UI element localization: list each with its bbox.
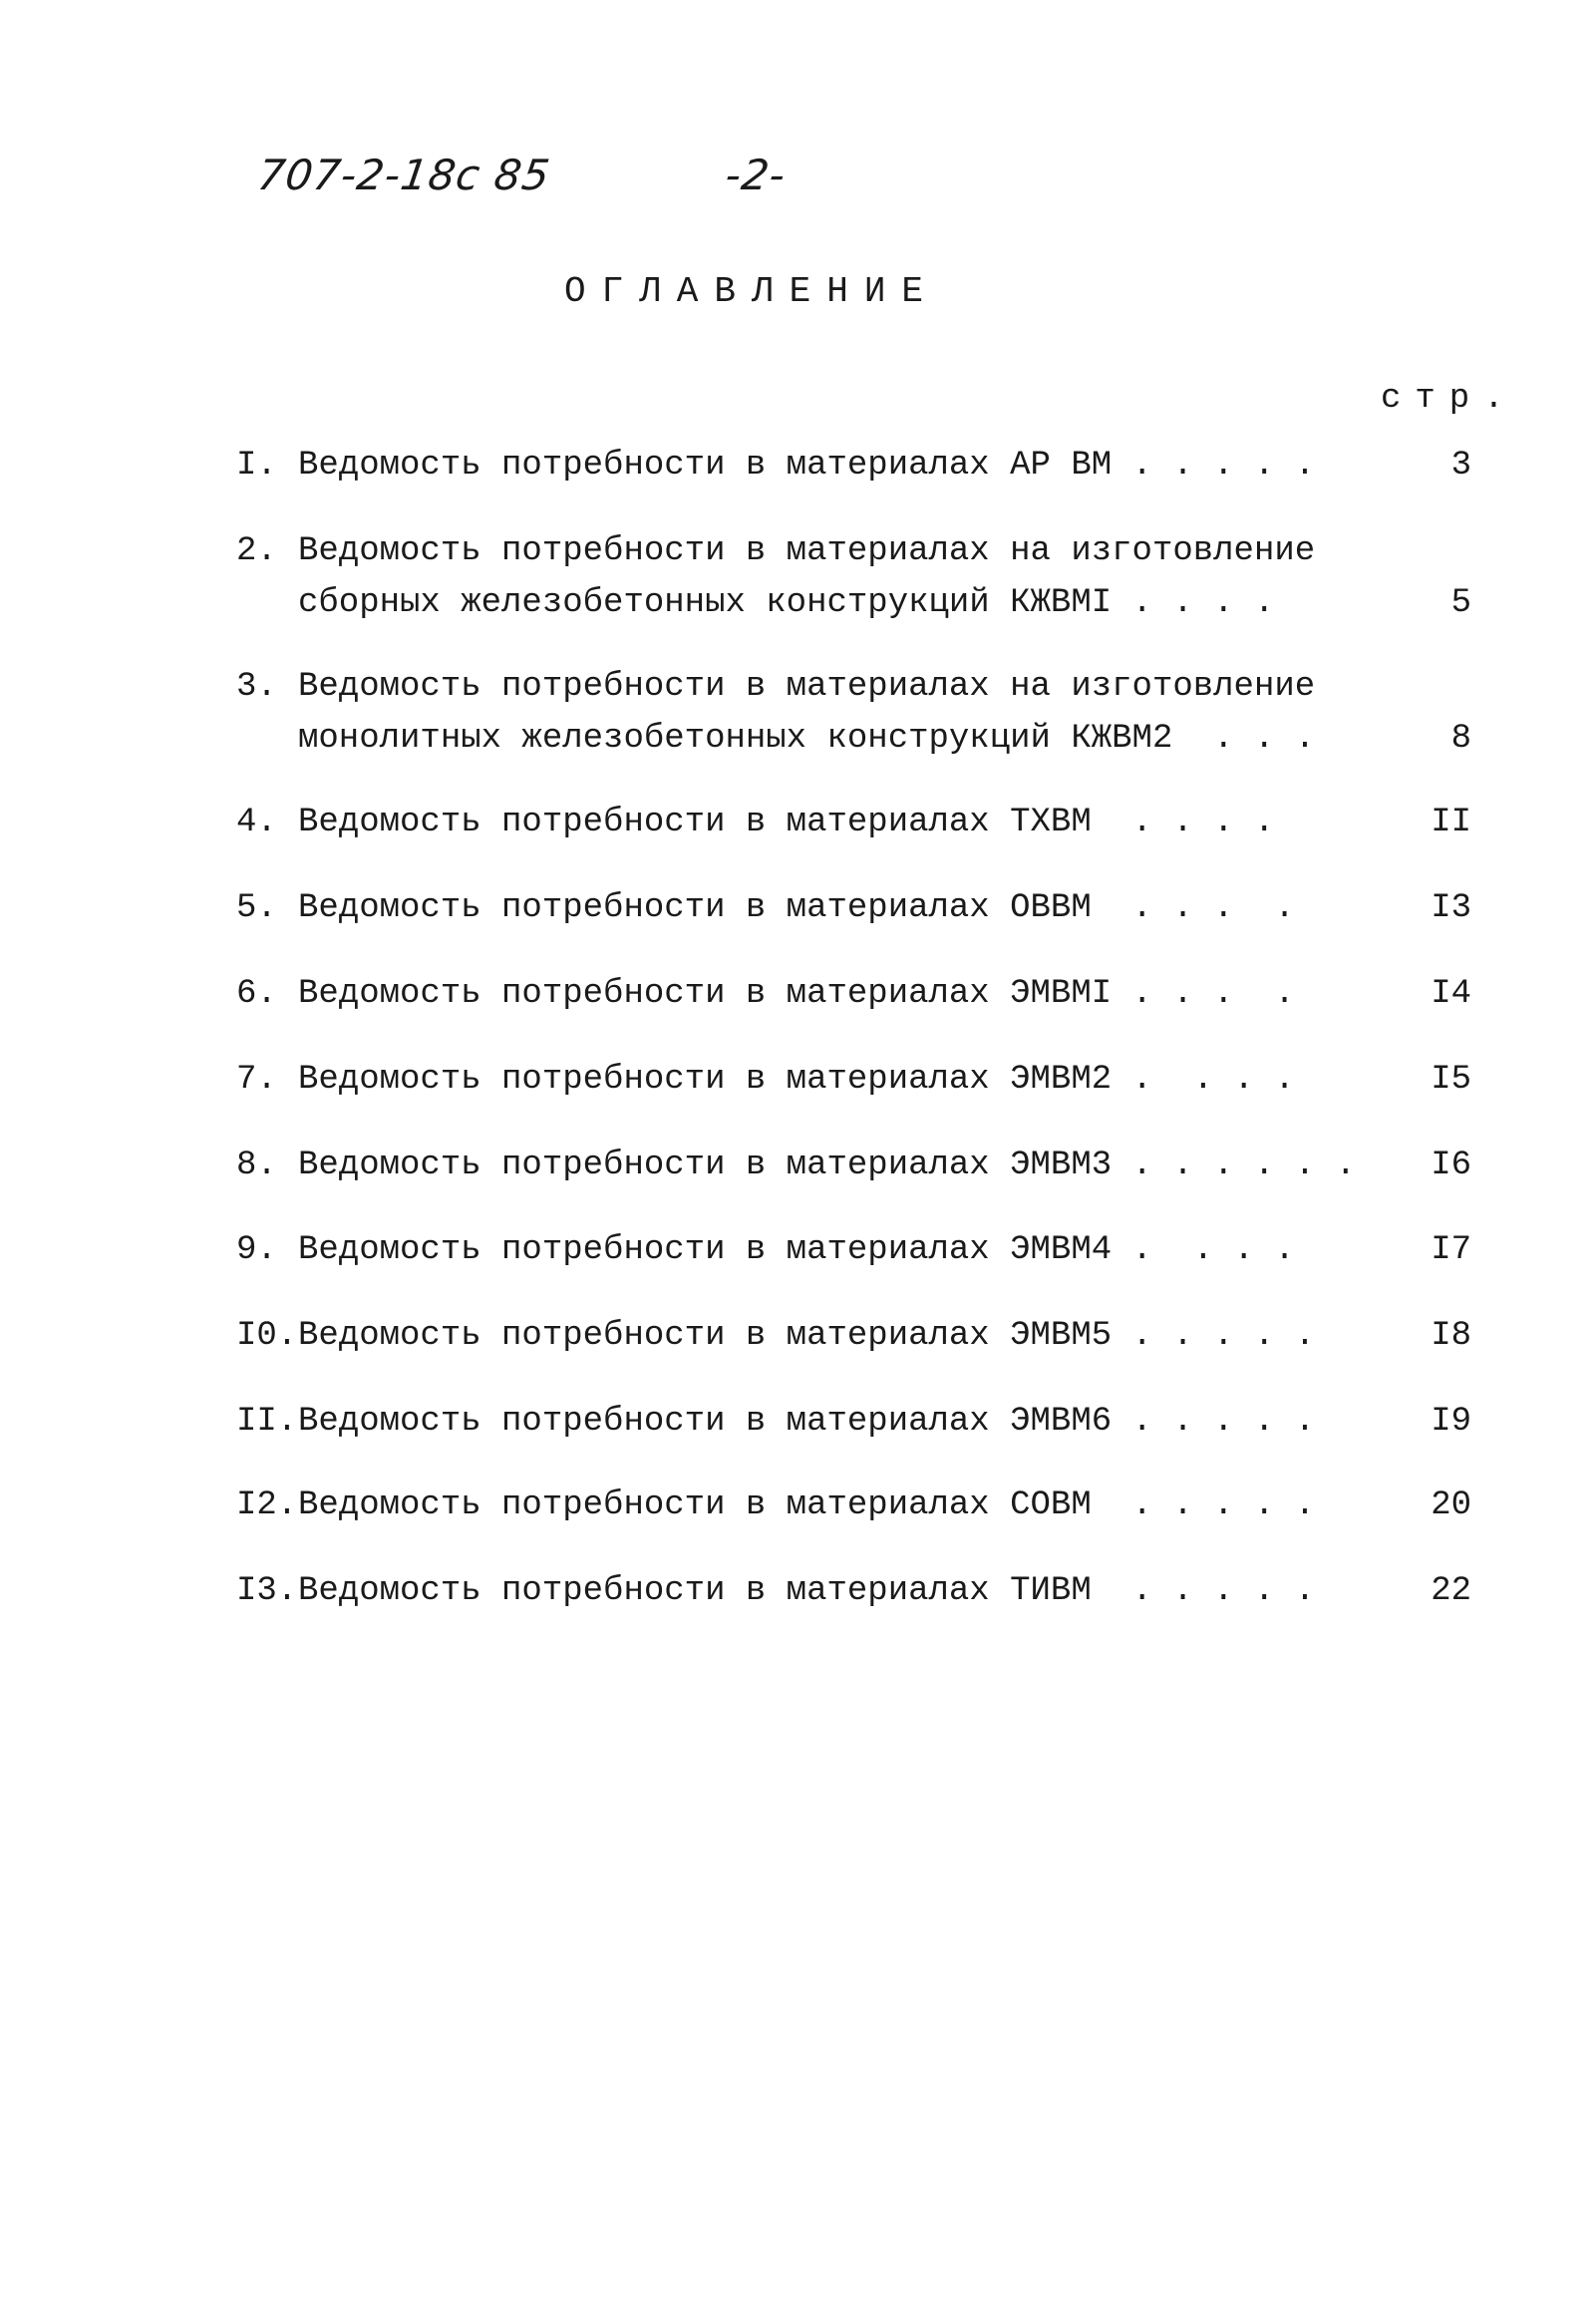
entry-title: монолитных железобетонных конструкций КЖВМ2 . . .: [298, 720, 1316, 758]
entry-number: I.: [236, 447, 277, 485]
entry-number: 4.: [236, 804, 277, 841]
entry-title: Ведомость потребности в материалах ТХВМ . . . .: [298, 804, 1275, 841]
entry-number: 8.: [236, 1147, 277, 1184]
entry-page: I3: [1431, 889, 1471, 927]
entry-page: 22: [1431, 1572, 1471, 1610]
entry-page: 8: [1450, 720, 1471, 758]
entry-title: Ведомость потребности в материалах на изготовление: [298, 668, 1316, 706]
entry-page: 20: [1431, 1486, 1471, 1524]
entry-title: Ведомость потребности в материалах ЭМВМ6 . . . . .: [298, 1403, 1316, 1441]
entry-number: 3.: [236, 668, 277, 706]
entry-title: Ведомость потребности в материалах ЭМВМ5 . . . . .: [298, 1317, 1316, 1355]
entry-page: I7: [1431, 1231, 1471, 1269]
entry-page: I9: [1431, 1403, 1471, 1441]
entry-number: I3.: [236, 1572, 298, 1610]
entry-page: I4: [1431, 975, 1471, 1013]
document-code: 707-2-18с 85: [254, 151, 554, 199]
entry-title: Ведомость потребности в материалах ЭМВМ4 . . . .: [298, 1231, 1295, 1269]
entry-title: Ведомость потребности в материалах СОВМ . . . . .: [298, 1486, 1316, 1524]
entry-page: I5: [1431, 1061, 1471, 1099]
entry-page: I8: [1431, 1317, 1471, 1355]
page-title: ОГЛАВЛЕНИЕ: [564, 271, 940, 312]
entry-title: Ведомость потребности в материалах ОВВМ . . . .: [298, 889, 1295, 927]
entry-title: Ведомость потребности в материалах АР ВМ . . . . .: [298, 447, 1316, 485]
entry-number: 5.: [236, 889, 277, 927]
page-number: -2-: [722, 151, 790, 199]
entry-number: 6.: [236, 975, 277, 1013]
entry-number: 7.: [236, 1061, 277, 1099]
entry-page: 3: [1450, 447, 1471, 485]
entry-title: Ведомость потребности в материалах ЭМВМ3 . . . . . .: [298, 1147, 1356, 1184]
page-column-label: стр.: [1381, 380, 1518, 418]
entry-number: 2.: [236, 532, 277, 570]
entry-title: Ведомость потребности в материалах ТИВМ . . . . .: [298, 1572, 1316, 1610]
entry-number: I0.: [236, 1317, 298, 1355]
entry-title: Ведомость потребности в материалах на изготовление: [298, 532, 1316, 570]
entry-number: I2.: [236, 1486, 298, 1524]
entry-title: Ведомость потребности в материалах ЭМВМI . . . .: [298, 975, 1295, 1013]
entry-title: сборных железобетонных конструкций КЖВМI . . . .: [298, 584, 1275, 622]
entry-page: I6: [1431, 1147, 1471, 1184]
entry-number: 9.: [236, 1231, 277, 1269]
entry-page: 5: [1450, 584, 1471, 622]
entry-page: II: [1431, 804, 1471, 841]
entry-number: II.: [236, 1403, 298, 1441]
entry-title: Ведомость потребности в материалах ЭМВМ2 . . . .: [298, 1061, 1295, 1099]
